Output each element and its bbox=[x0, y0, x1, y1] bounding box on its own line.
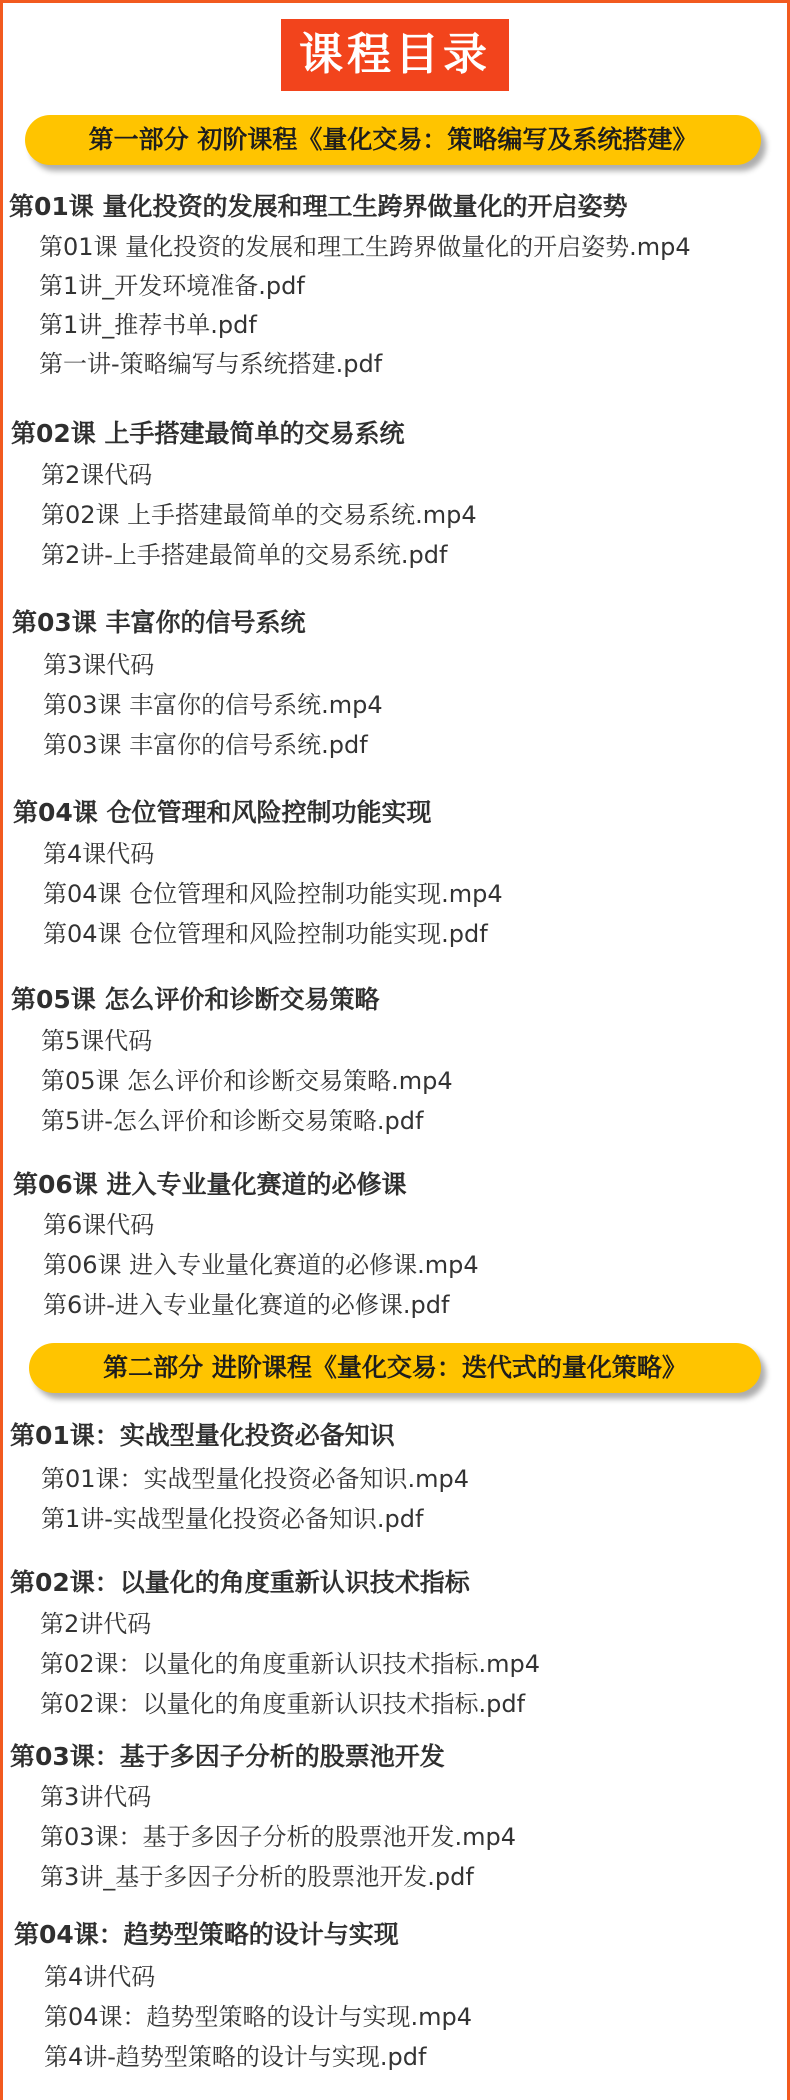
lesson-title: 第03课：基于多因子分析的股票池开发 bbox=[10, 1742, 445, 1771]
file-item[interactable]: 第4讲-趋势型策略的设计与实现.pdf bbox=[44, 2043, 427, 2071]
lesson-title: 第02课：以量化的角度重新认识技术指标 bbox=[10, 1568, 470, 1597]
lesson-title: 第02课 上手搭建最简单的交易系统 bbox=[11, 419, 405, 448]
file-item[interactable]: 第01课 量化投资的发展和理工生跨界做量化的开启姿势.mp4 bbox=[39, 233, 691, 261]
file-item[interactable]: 第06课 进入专业量化赛道的必修课.mp4 bbox=[43, 1251, 479, 1279]
file-item[interactable]: 第2课代码 bbox=[41, 461, 153, 489]
part-1-banner: 第一部分 初阶课程《量化交易：策略编写及系统搭建》 bbox=[25, 115, 761, 165]
file-item[interactable]: 第2讲-上手搭建最简单的交易系统.pdf bbox=[41, 541, 448, 569]
file-item[interactable]: 第02课：以量化的角度重新认识技术指标.mp4 bbox=[40, 1650, 541, 1678]
file-item[interactable]: 第一讲-策略编写与系统搭建.pdf bbox=[39, 350, 383, 378]
file-item[interactable]: 第01课：实战型量化投资必备知识.mp4 bbox=[41, 1465, 470, 1493]
lesson-title: 第05课 怎么评价和诊断交易策略 bbox=[11, 985, 380, 1014]
file-item[interactable]: 第6课代码 bbox=[43, 1211, 155, 1239]
file-item[interactable]: 第02课 上手搭建最简单的交易系统.mp4 bbox=[41, 501, 477, 529]
file-item[interactable]: 第1讲_开发环境准备.pdf bbox=[39, 272, 305, 300]
file-item[interactable]: 第4讲代码 bbox=[44, 1963, 156, 1991]
page-title: 课程目录 bbox=[281, 19, 509, 91]
file-item[interactable]: 第02课：以量化的角度重新认识技术指标.pdf bbox=[40, 1690, 526, 1718]
file-item[interactable]: 第1讲-实战型量化投资必备知识.pdf bbox=[41, 1505, 424, 1533]
file-item[interactable]: 第4课代码 bbox=[43, 840, 155, 868]
file-item[interactable]: 第03课 丰富你的信号系统.pdf bbox=[43, 731, 368, 759]
lesson-title: 第04课 仓位管理和风险控制功能实现 bbox=[13, 798, 432, 827]
file-item[interactable]: 第3课代码 bbox=[43, 651, 155, 679]
file-item[interactable]: 第04课 仓位管理和风险控制功能实现.mp4 bbox=[43, 880, 503, 908]
file-item[interactable]: 第04课 仓位管理和风险控制功能实现.pdf bbox=[43, 920, 488, 948]
file-item[interactable]: 第1讲_推荐书单.pdf bbox=[39, 311, 257, 339]
lesson-title: 第01课 量化投资的发展和理工生跨界做量化的开启姿势 bbox=[9, 192, 628, 221]
title-wrap bbox=[3, 19, 787, 91]
part-2-banner: 第二部分 进阶课程《量化交易：迭代式的量化策略》 bbox=[29, 1343, 761, 1393]
file-item[interactable]: 第6讲-进入专业量化赛道的必修课.pdf bbox=[43, 1291, 450, 1319]
lesson-title: 第01课：实战型量化投资必备知识 bbox=[10, 1421, 395, 1450]
file-item[interactable]: 第3讲_基于多因子分析的股票池开发.pdf bbox=[40, 1863, 474, 1891]
file-item[interactable]: 第5课代码 bbox=[41, 1027, 153, 1055]
file-item[interactable]: 第3讲代码 bbox=[40, 1783, 152, 1811]
file-item[interactable]: 第03课：基于多因子分析的股票池开发.mp4 bbox=[40, 1823, 517, 1851]
file-item[interactable]: 第04课：趋势型策略的设计与实现.mp4 bbox=[44, 2003, 473, 2031]
lesson-title: 第06课 进入专业量化赛道的必修课 bbox=[13, 1170, 407, 1199]
file-item[interactable]: 第05课 怎么评价和诊断交易策略.mp4 bbox=[41, 1067, 453, 1095]
file-item[interactable]: 第5讲-怎么评价和诊断交易策略.pdf bbox=[41, 1107, 424, 1135]
file-item[interactable]: 第03课 丰富你的信号系统.mp4 bbox=[43, 691, 383, 719]
lesson-title: 第03课 丰富你的信号系统 bbox=[12, 608, 306, 637]
file-item[interactable]: 第2讲代码 bbox=[40, 1610, 152, 1638]
lesson-title: 第04课：趋势型策略的设计与实现 bbox=[14, 1920, 399, 1949]
